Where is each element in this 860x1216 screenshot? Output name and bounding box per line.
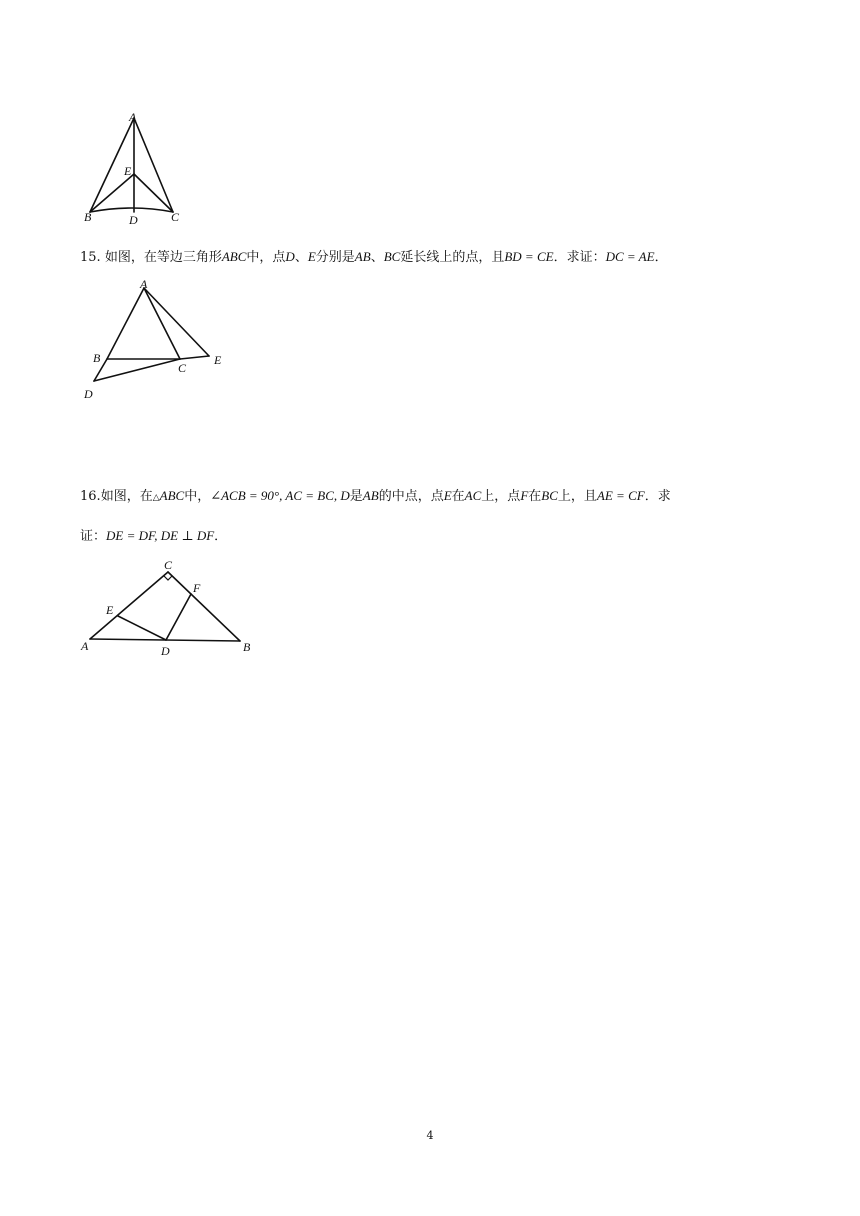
problem-15-segment-ab: AB: [354, 249, 371, 264]
fig15-label-c: C: [178, 361, 187, 375]
fig14-segment-eb: [90, 174, 134, 212]
problem-15-text: 中，点: [246, 250, 286, 265]
fig14-arc-bc: [90, 208, 173, 212]
fig16-label-a: A: [81, 639, 89, 653]
problem-15-condition: BD = CE: [504, 249, 554, 264]
fig15-side-ac: [144, 288, 180, 359]
fig16-label-b: B: [243, 640, 251, 654]
problem-16-text: ．求: [644, 489, 671, 504]
problem-16-text: 中，: [184, 489, 211, 504]
problem-15-triangle: ABC: [221, 249, 247, 264]
problem-16-text: 在: [528, 489, 542, 504]
fig14-label-c: C: [171, 210, 180, 224]
problem-16-condition: , AC = BC, D: [279, 488, 350, 503]
figure-15: [80, 278, 240, 404]
fig15-side-ab: [107, 288, 144, 359]
problem-16-segment-ab: AB: [362, 488, 379, 503]
problem-15-goal: DC = AE: [605, 249, 655, 264]
problem-16-segment-ac: AC: [464, 488, 482, 503]
fig16-segment-df: [166, 594, 191, 640]
problem-16-text: 如图，在: [100, 489, 153, 504]
fig16-label-f: F: [193, 581, 201, 595]
fig16-side-ac: [90, 572, 168, 639]
problem-16-text: 证：: [80, 529, 107, 544]
problem-16-point-f: F: [520, 488, 529, 503]
fig14-side-ac: [134, 118, 173, 212]
problem-16-text: ．: [214, 529, 228, 544]
problem-15-number: 15.: [80, 250, 101, 265]
problem-15-text: ．求证：: [553, 250, 606, 265]
problem-16-text: 是: [349, 489, 363, 504]
problem-16-statement-line2: [80, 526, 227, 547]
problem-16-triangle: ABC: [159, 488, 185, 503]
problem-16-number: 16.: [80, 489, 101, 504]
problem-15-text: 分别是: [315, 250, 355, 265]
fig14-label-a: A: [129, 110, 137, 124]
fig16-label-d: D: [161, 644, 170, 658]
fig14-label-b: B: [84, 210, 92, 224]
problem-16-text: 的中点，点: [378, 489, 444, 504]
problem-16-text: 上，点: [481, 489, 521, 504]
problem-16-segment-bc: BC: [541, 488, 558, 503]
problem-15-point-d: D: [285, 249, 295, 264]
problem-16-statement-line1: [80, 486, 671, 508]
problem-15-segment-bc: BC: [383, 249, 401, 264]
problem-16-angle: ∠ACB = 90°: [210, 488, 280, 503]
fig16-label-c: C: [164, 558, 173, 572]
right-angle-mark-icon: [164, 576, 172, 580]
problem-15-text: ．: [654, 250, 668, 265]
page-number: 4: [426, 1129, 434, 1142]
fig14-label-e: E: [124, 164, 132, 178]
problem-15-text: 延长线上的点，且: [400, 250, 505, 265]
fig15-segment-dc: [94, 359, 180, 381]
problem-15-text: 如图，在等边三角形: [104, 250, 222, 265]
problem-15-text: 、: [294, 250, 308, 265]
fig14-segment-ec: [134, 174, 173, 212]
figure-16: [78, 556, 264, 660]
fig15-label-d: D: [84, 387, 93, 401]
problem-16-goal: DE = DF, DE ⊥ DF: [106, 528, 215, 543]
fig14-label-d: D: [129, 213, 138, 227]
problem-15-statement: [80, 247, 668, 268]
fig15-label-e: E: [214, 353, 222, 367]
fig15-label-b: B: [93, 351, 101, 365]
problem-16-condition-2: AE = CF: [596, 488, 645, 503]
problem-16-text: 在: [451, 489, 465, 504]
problem-16-text: 上，且: [557, 489, 597, 504]
fig15-segment-ae: [144, 288, 209, 356]
triangle-symbol-icon: △: [152, 493, 160, 503]
fig15-label-a: A: [140, 277, 148, 291]
figure-14: [80, 108, 200, 230]
problem-15-point-e: E: [307, 249, 316, 264]
fig15-segment-ce: [180, 356, 209, 359]
fig16-segment-de: [118, 616, 166, 640]
fig16-label-e: E: [106, 603, 114, 617]
problem-16-point-e: E: [443, 488, 452, 503]
problem-15-text: 、: [370, 250, 384, 265]
fig16-side-cb: [168, 572, 240, 641]
